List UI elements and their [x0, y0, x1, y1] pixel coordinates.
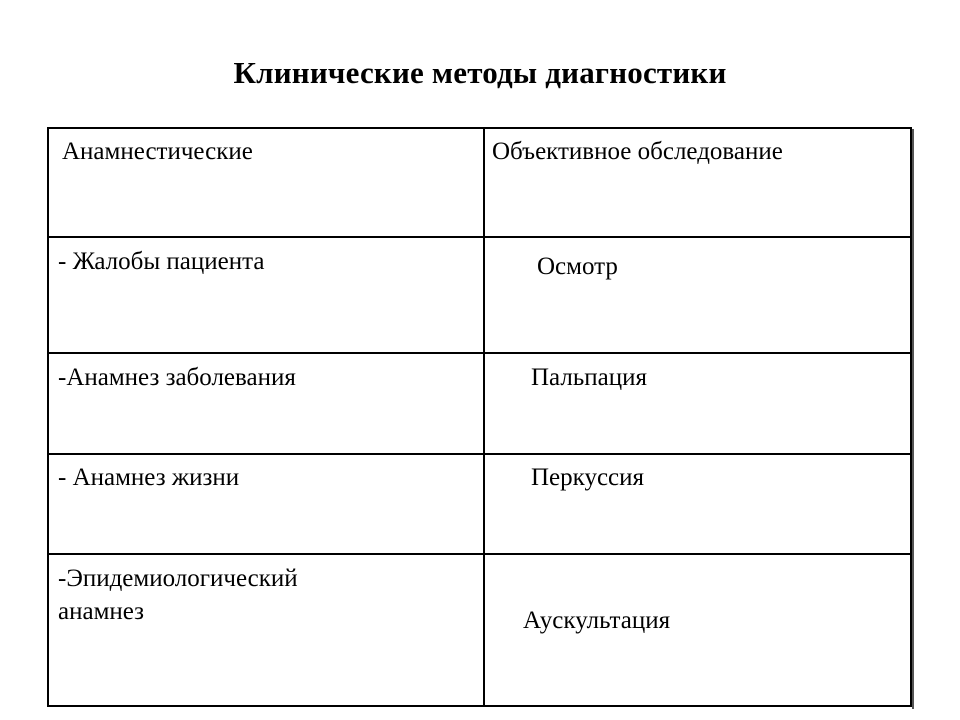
table-shadow — [912, 129, 914, 709]
row-divider — [47, 553, 912, 555]
column-divider — [483, 127, 485, 707]
methods-table — [47, 127, 912, 707]
cell-palpation: Пальпация — [531, 364, 647, 391]
cell-auscultation: Аускультация — [523, 607, 671, 634]
cell-epidemiological-line2: анамнез — [58, 598, 145, 625]
slide-title: Клинические методы диагностики — [233, 55, 727, 90]
row-divider — [47, 453, 912, 455]
cell-complaints: - Жалобы пациента — [58, 248, 265, 275]
cell-inspection: Осмотр — [537, 253, 618, 280]
cell-disease-anamnesis: -Анамнез заболевания — [58, 364, 296, 391]
cell-epidemiological-line1: -Эпидемиологический — [58, 565, 298, 592]
cell-life-anamnesis: - Анамнез жизни — [58, 464, 240, 491]
header-anamnestic: Анамнестические — [62, 138, 253, 165]
cell-percussion: Перкуссия — [531, 464, 645, 491]
row-divider — [47, 236, 912, 238]
row-divider — [47, 352, 912, 354]
header-objective-exam: Объективное обследование — [492, 138, 783, 165]
